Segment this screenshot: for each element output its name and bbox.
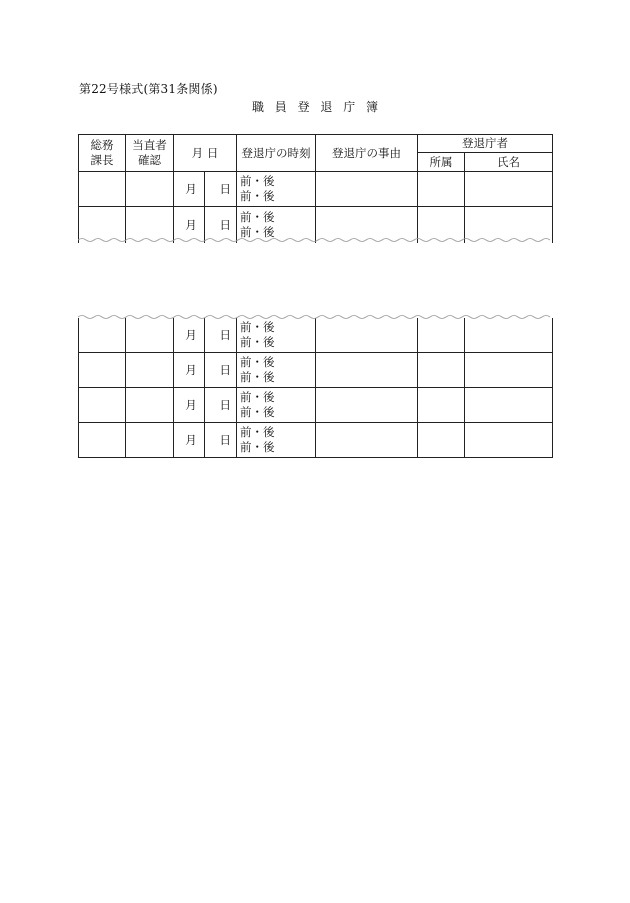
day-cell: 日: [205, 318, 237, 353]
touchoku-cell: [126, 353, 174, 388]
soumu-cell: [79, 388, 126, 423]
header-person: 登退庁者: [418, 135, 553, 153]
reason-cell: [316, 353, 418, 388]
time-cell: 前・後 前・後: [237, 353, 316, 388]
form-number: 第22号様式(第31条関係): [79, 82, 218, 96]
header-date: 月 日: [174, 135, 237, 172]
dept-cell: [418, 353, 465, 388]
month-cell: 月: [174, 172, 205, 207]
day-cell: 日: [205, 353, 237, 388]
day-cell: 日: [205, 172, 237, 207]
day-cell: 日: [205, 207, 237, 244]
touchoku-cell: [126, 388, 174, 423]
header-soumu-kachou: 総務 課長: [79, 135, 126, 172]
soumu-cell: [79, 423, 126, 458]
name-cell: [465, 172, 553, 207]
name-cell: [465, 353, 553, 388]
table-row: [79, 388, 553, 423]
touchoku-cell: [126, 318, 174, 353]
table-row: [79, 423, 553, 458]
time-cell: 前・後 前・後: [237, 172, 316, 207]
reason-cell: [316, 423, 418, 458]
dept-cell: [418, 388, 465, 423]
month-cell: 月: [174, 423, 205, 458]
day-cell: 日: [205, 423, 237, 458]
month-cell: 月: [174, 353, 205, 388]
time-cell: 前・後 前・後: [237, 207, 316, 244]
table-row: [79, 318, 553, 353]
touchoku-cell: [126, 172, 174, 207]
name-cell: [465, 388, 553, 423]
tear-edge-bottom: [78, 236, 552, 244]
table-row: [79, 172, 553, 207]
dept-cell: [418, 318, 465, 353]
time-cell: 前・後 前・後: [237, 388, 316, 423]
touchoku-cell: [126, 423, 174, 458]
dept-cell: [418, 423, 465, 458]
name-cell: [465, 423, 553, 458]
reason-cell: [316, 388, 418, 423]
header-touchoku-kakunin: 当直者 確認: [126, 135, 174, 172]
reason-cell: [316, 318, 418, 353]
day-cell: 日: [205, 388, 237, 423]
month-cell: 月: [174, 388, 205, 423]
soumu-cell: [79, 172, 126, 207]
time-cell: 前・後 前・後: [237, 423, 316, 458]
time-cell: 前・後 前・後: [237, 318, 316, 353]
register-table-top: [78, 134, 552, 243]
register-table-bottom: [78, 318, 552, 458]
table-row: [79, 353, 553, 388]
dept-cell: [418, 172, 465, 207]
soumu-cell: [79, 318, 126, 353]
month-cell: 月: [174, 207, 205, 244]
name-cell: [465, 318, 553, 353]
reason-cell: [316, 172, 418, 207]
soumu-cell: [79, 353, 126, 388]
tear-edge-top: [78, 313, 552, 321]
document-title: 職 員 登 退 庁 簿: [251, 100, 379, 114]
header-name: 氏名: [465, 153, 553, 172]
month-cell: 月: [174, 318, 205, 353]
header-dept: 所属: [418, 153, 465, 172]
header-reason: 登退庁の事由: [316, 135, 418, 172]
header-time: 登退庁の時刻: [237, 135, 316, 172]
